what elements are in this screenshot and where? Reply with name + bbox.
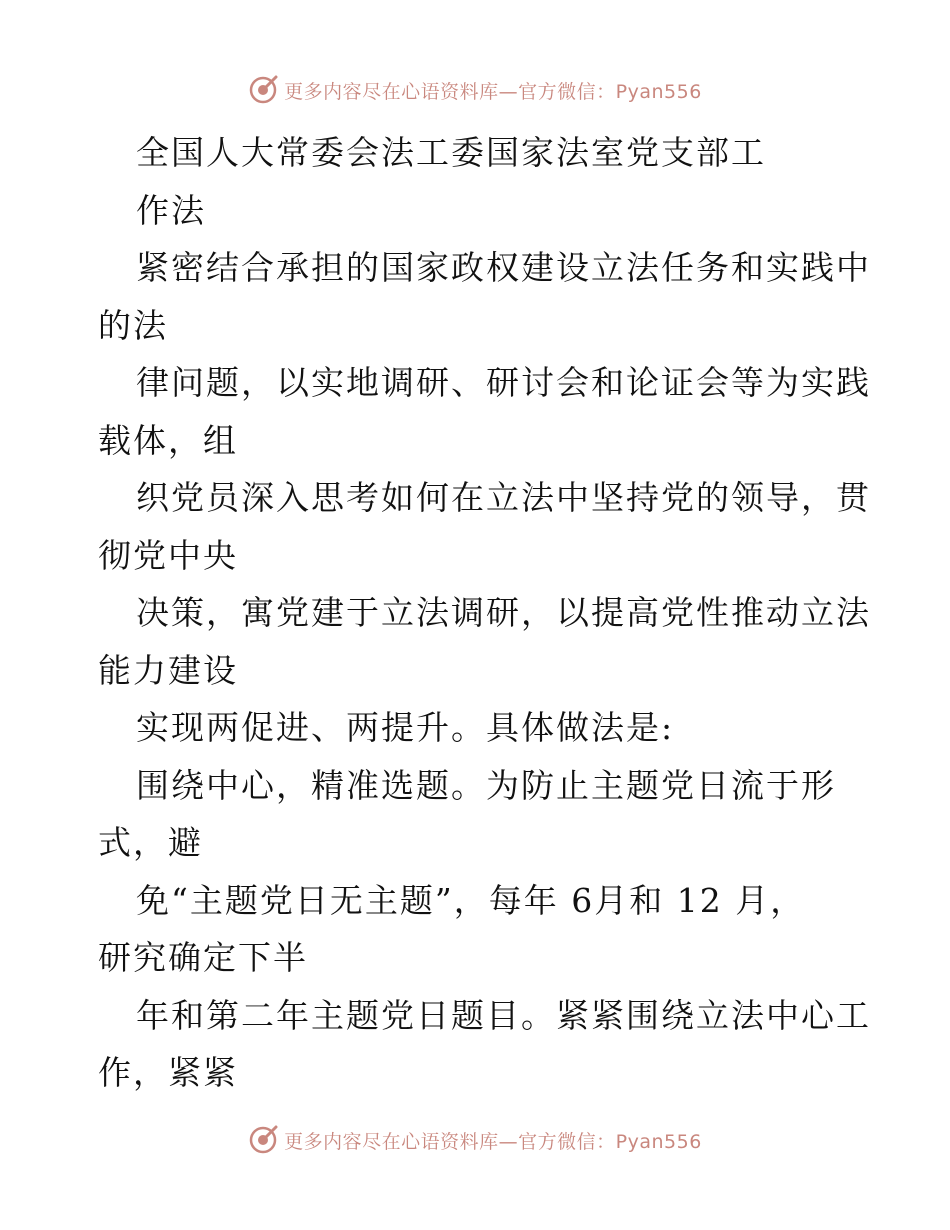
text-line: 载体，组: [98, 420, 238, 460]
text-line: 决策，寓党建于立法调研，以提高党性推动立法: [136, 593, 871, 632]
text-line: 织党员深入思考如何在立法中坚持党的领导，贯: [136, 478, 871, 517]
text-line: 式，避: [98, 823, 203, 862]
text-line: 年和第二年主题党日题目。紧紧围绕立法中心工: [136, 995, 871, 1035]
text-line: 彻党中央: [98, 535, 238, 575]
text-line: 作法: [136, 190, 206, 230]
footer-watermark-text: 更多内容尽在心语资料库—官方微信：Pyan556: [284, 1130, 702, 1153]
text-line: 研究确定下半: [98, 938, 308, 977]
text-line: 围绕中心，精准选题。为防止主题党日流于形: [136, 765, 836, 805]
document-body: [98, 124, 871, 1102]
text-line: 的法: [98, 305, 168, 345]
text-line: 免“主题党日无主题”，每年 6月和 12 月，: [136, 880, 806, 920]
text-line: 实现两促进、两提升。具体做法是:: [136, 708, 675, 747]
brush-logo-icon: [248, 75, 278, 105]
text-line: 能力建设: [98, 650, 238, 690]
text-line: 律问题，以实地调研、研讨会和论证会等为实践: [136, 363, 871, 402]
footer-watermark: [0, 1122, 950, 1158]
text-line: 紧密结合承担的国家政权建设立法任务和实践中: [136, 248, 871, 287]
text-line: 全国人大常委会法工委国家法室党支部工: [136, 133, 766, 172]
brush-logo-icon: [248, 1125, 278, 1155]
header-watermark-text: 更多内容尽在心语资料库—官方微信：Pyan556: [284, 80, 702, 103]
text-line: 作，紧紧: [98, 1053, 238, 1092]
header-watermark: [0, 72, 950, 108]
